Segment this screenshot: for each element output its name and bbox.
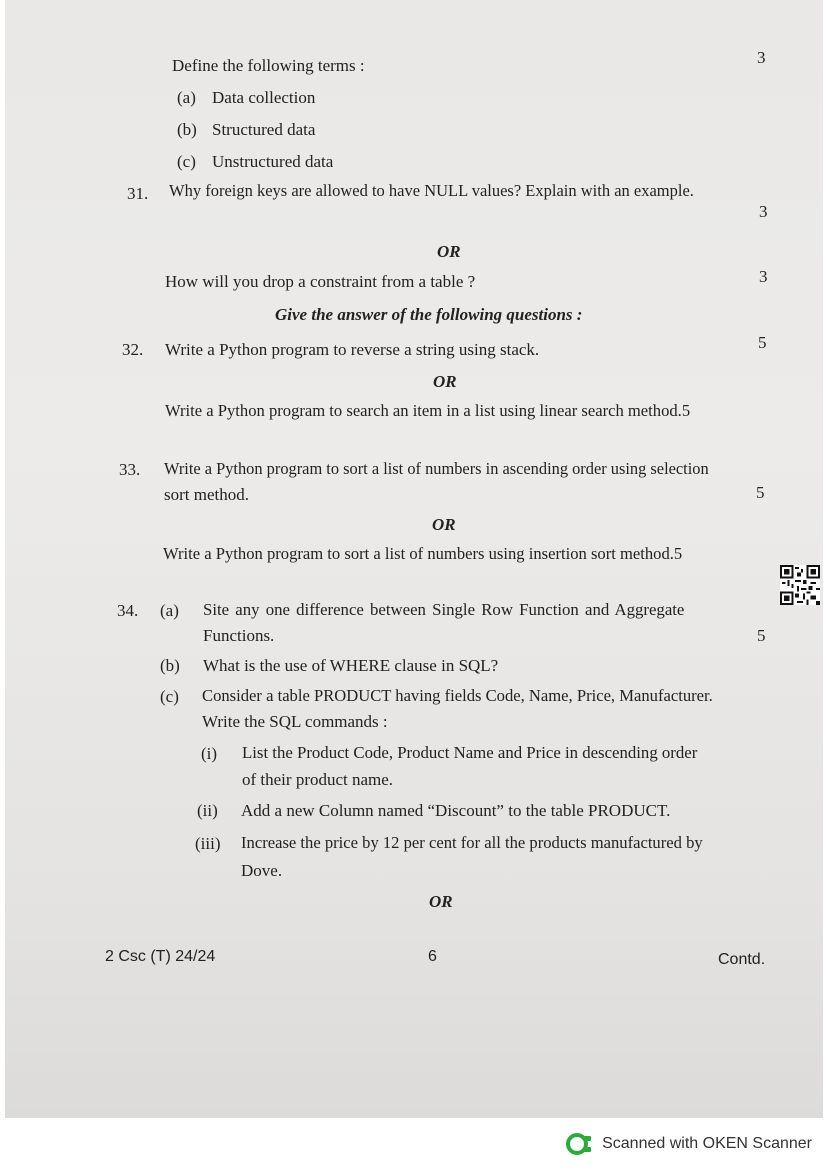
q34-c-line1: Consider a table PRODUCT having fields Code, Name, Price, Manufacturer.: [202, 686, 713, 705]
q31-number: 31.: [127, 184, 149, 203]
footer-code: 2 Csc (T) 24/24: [105, 948, 216, 965]
q33-or: OR: [432, 515, 456, 534]
q30-item-c-label: (c): [177, 152, 196, 171]
q34-iii-line1: Increase the price by 12 per cent for all the products manufactured by: [241, 833, 703, 852]
q33-line1: Write a Python program to sort a list of numbers in ascending order using selection: [164, 459, 709, 478]
q34-ii-label: (ii): [197, 801, 218, 820]
q34-b-label: (b): [160, 656, 180, 675]
q30-marks: 3: [757, 48, 766, 67]
q30-item-c: Unstructured data: [212, 152, 334, 171]
scanner-label: Scanned with OKEN Scanner: [602, 1135, 812, 1152]
q34-marks: 5: [757, 626, 766, 645]
q30-item-b-label: (b): [177, 120, 197, 139]
q31-alt-marks: 3: [759, 267, 768, 286]
q34-a-label: (a): [160, 601, 179, 620]
q34-iii-line2: Dove.: [241, 861, 283, 880]
q34-number: 34.: [117, 601, 139, 620]
q34-i-line1: List the Product Code, Product Name and Price in descending order: [242, 743, 698, 762]
q31-text: Why foreign keys are allowed to have NULL values? Explain with an example.: [169, 181, 694, 200]
scanned-page: [5, 0, 823, 1118]
footer-page-number: 6: [428, 948, 437, 965]
footer-contd: Contd.: [718, 951, 766, 968]
q32-marks: 5: [758, 333, 767, 352]
q32-text: Write a Python program to reverse a string using stack.: [165, 340, 540, 359]
section-heading: Give the answer of the following questions :: [275, 305, 583, 324]
q34-a-line2: Functions.: [203, 626, 275, 645]
q33-line2: sort method.: [164, 485, 249, 504]
q31-marks: 3: [759, 202, 768, 221]
q33-alt: Write a Python program to sort a list of numbers using insertion sort method.5: [163, 544, 683, 563]
q34-b-text: What is the use of WHERE clause in SQL?: [203, 656, 499, 675]
q32-or: OR: [433, 372, 457, 391]
qr-code-icon: [780, 565, 820, 605]
q33-number: 33.: [119, 460, 141, 479]
q30-intro: Define the following terms :: [172, 56, 365, 75]
q34-ii-text: Add a new Column named “Discount” to the table PRODUCT.: [241, 801, 671, 820]
q31-or: OR: [437, 242, 461, 261]
q32-number: 32.: [122, 340, 144, 359]
q30-item-a-label: (a): [177, 88, 196, 107]
q30-item-a: Data collection: [212, 88, 316, 107]
q34-i-label: (i): [201, 744, 218, 763]
q34-a-line1: Site any one difference between Single Row Function and Aggregate: [203, 600, 685, 619]
q30-item-b: Structured data: [212, 120, 316, 139]
q34-i-line2: of their product name.: [242, 770, 394, 789]
q32-alt: Write a Python program to search an item in a list using linear search method.5: [165, 401, 691, 420]
oken-logo-icon: [566, 1132, 594, 1156]
q34-or: OR: [429, 892, 453, 911]
q34-c-label: (c): [160, 687, 179, 706]
scanner-watermark: [566, 1132, 812, 1156]
q34-c-line2: Write the SQL commands :: [202, 712, 388, 731]
q33-marks: 5: [756, 483, 765, 502]
q31-alt: How will you drop a constraint from a table ?: [165, 272, 476, 291]
q34-iii-label: (iii): [195, 834, 221, 853]
